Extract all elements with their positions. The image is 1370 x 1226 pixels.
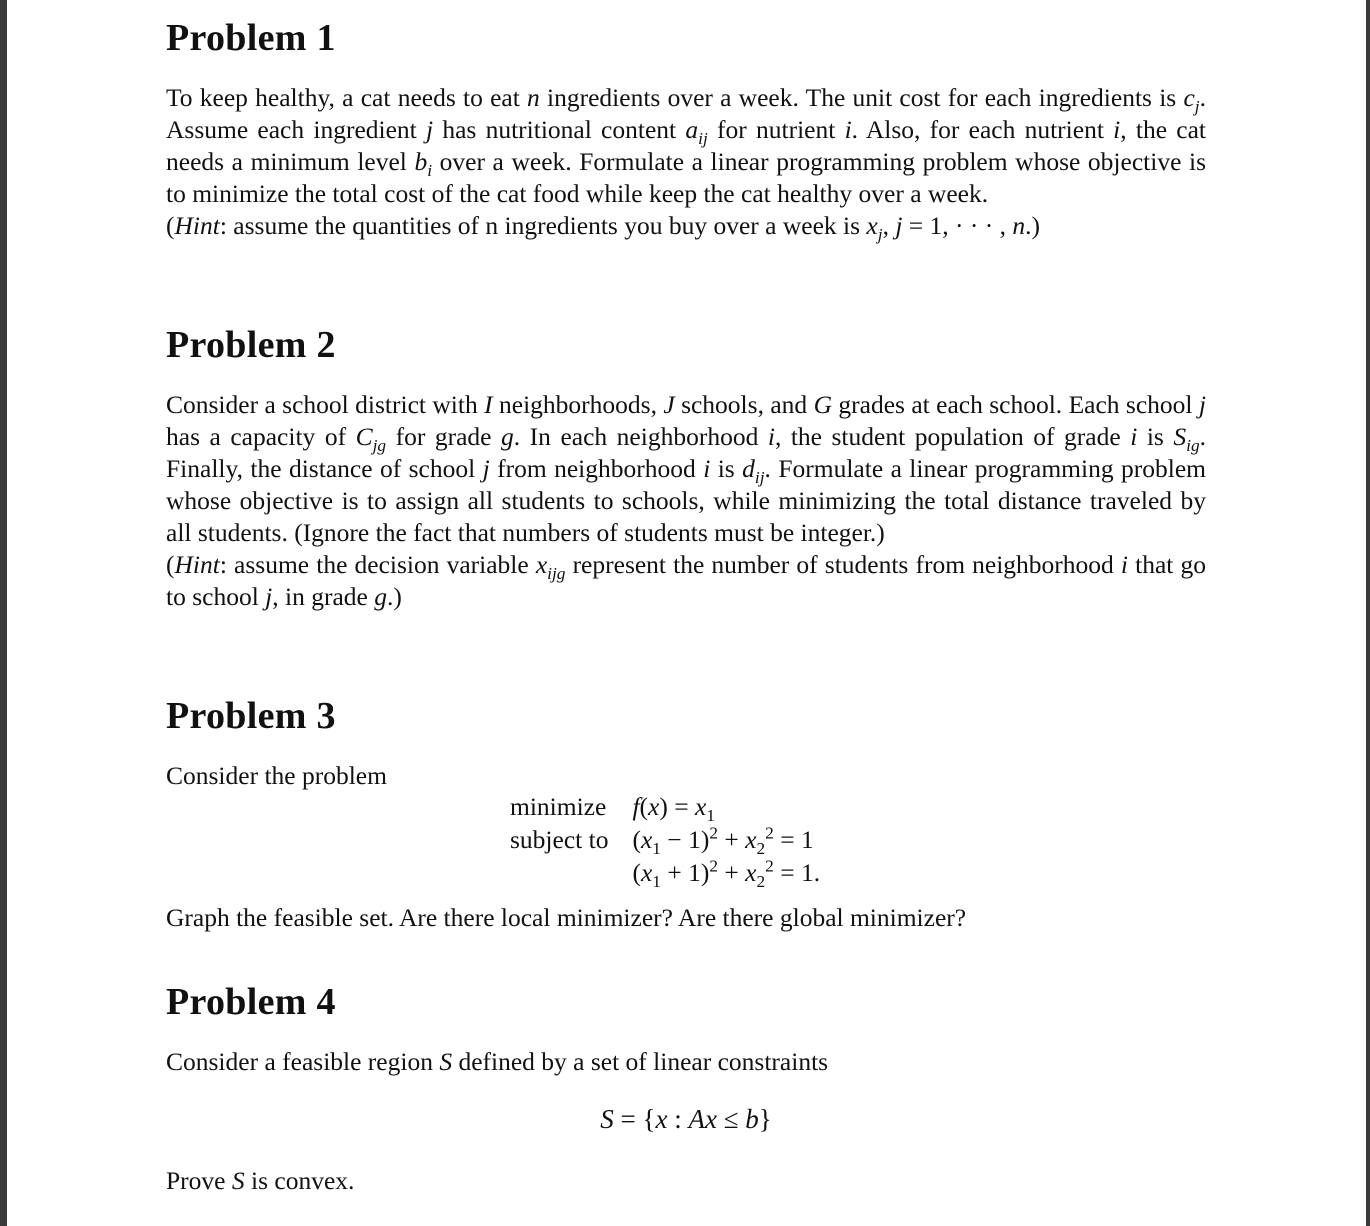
problem-2	[166, 325, 1206, 613]
constraint-2: $(x_1 + 1)^2 + x_2^2 = 1$.	[632, 856, 821, 892]
problem-3	[166, 695, 1206, 932]
objective-function: $f(x) = x_1$	[632, 792, 715, 826]
problem-4-prove: Prove S is convex.	[166, 1166, 355, 1195]
problem-3-intro: Consider the problem	[166, 761, 387, 790]
problem-1-text: To keep healthy, a cat needs to eat n ingredients over a week. The unit cost for each ingredients is $c_j$. Assume each ingredient j has nutritional content $a_{ij}$ for nutrient i. Also, for each nutrient i, the cat needs a minimum level $b_i$ over a week. Formulate a linear programming problem whose objective is to minimize the total cost of the cat food while keep the cat healthy over a week. (Hint: assume the quantities of n ingredients you buy over a week is $x_j$, j = 1, · · · , n.)	[166, 83, 1206, 245]
problem-4	[166, 981, 1206, 1195]
problem-4-title: Problem 4	[166, 981, 336, 1023]
page-right-border	[1366, 0, 1370, 1226]
problem-4-intro: Consider a feasible region S defined by a set of linear constraints	[166, 1047, 829, 1076]
opt-minimize-label: minimize	[510, 792, 607, 821]
problem-1	[166, 17, 1206, 245]
optimization-problem	[510, 790, 828, 892]
constraint-1: $(x_1 - 1)^2 + x_2^2 = 1$	[632, 823, 814, 859]
problem-2-text: Consider a school district with I neighborhoods, J schools, and G grades at each school. Each school j has a capacity of $C_{jg}$ for grade g. In each neighborhood i, the student population of grade i is $S_{ig}$. Finally, the distance of school j from neighborhood i is $d_{ij}$. Formulate a linear programming problem whose objective is to assign all students to schools, while minimizing the total distance traveled by all students. (Ignore the fact that numbers of students must be integer.) (Hint: assume the decision variable $x_{ijg}$ represent the number of students from neighborhood i that go to school j, in grade g.)	[166, 390, 1206, 611]
set-definition-equation: S = {x : Ax ≤ b}	[600, 1104, 772, 1134]
problem-1-title: Problem 1	[166, 17, 336, 59]
problem-2-hint: (Hint: assume the decision variable $x_{ijg}$ represent the number of students from neighborhood i that go to school j, in grade g.)	[166, 550, 1206, 611]
problem-3-question: Graph the feasible set. Are there local minimizer? Are there global minimizer?	[166, 903, 967, 932]
opt-subject-to-label: subject to	[510, 825, 609, 854]
page-left-border	[0, 0, 7, 1226]
problem-1-hint: (Hint: assume the quantities of n ingredients you buy over a week is $x_j$, j = 1, · · · , n.)	[166, 211, 1041, 245]
problem-2-title: Problem 2	[166, 324, 336, 366]
problem-3-title: Problem 3	[166, 695, 336, 737]
